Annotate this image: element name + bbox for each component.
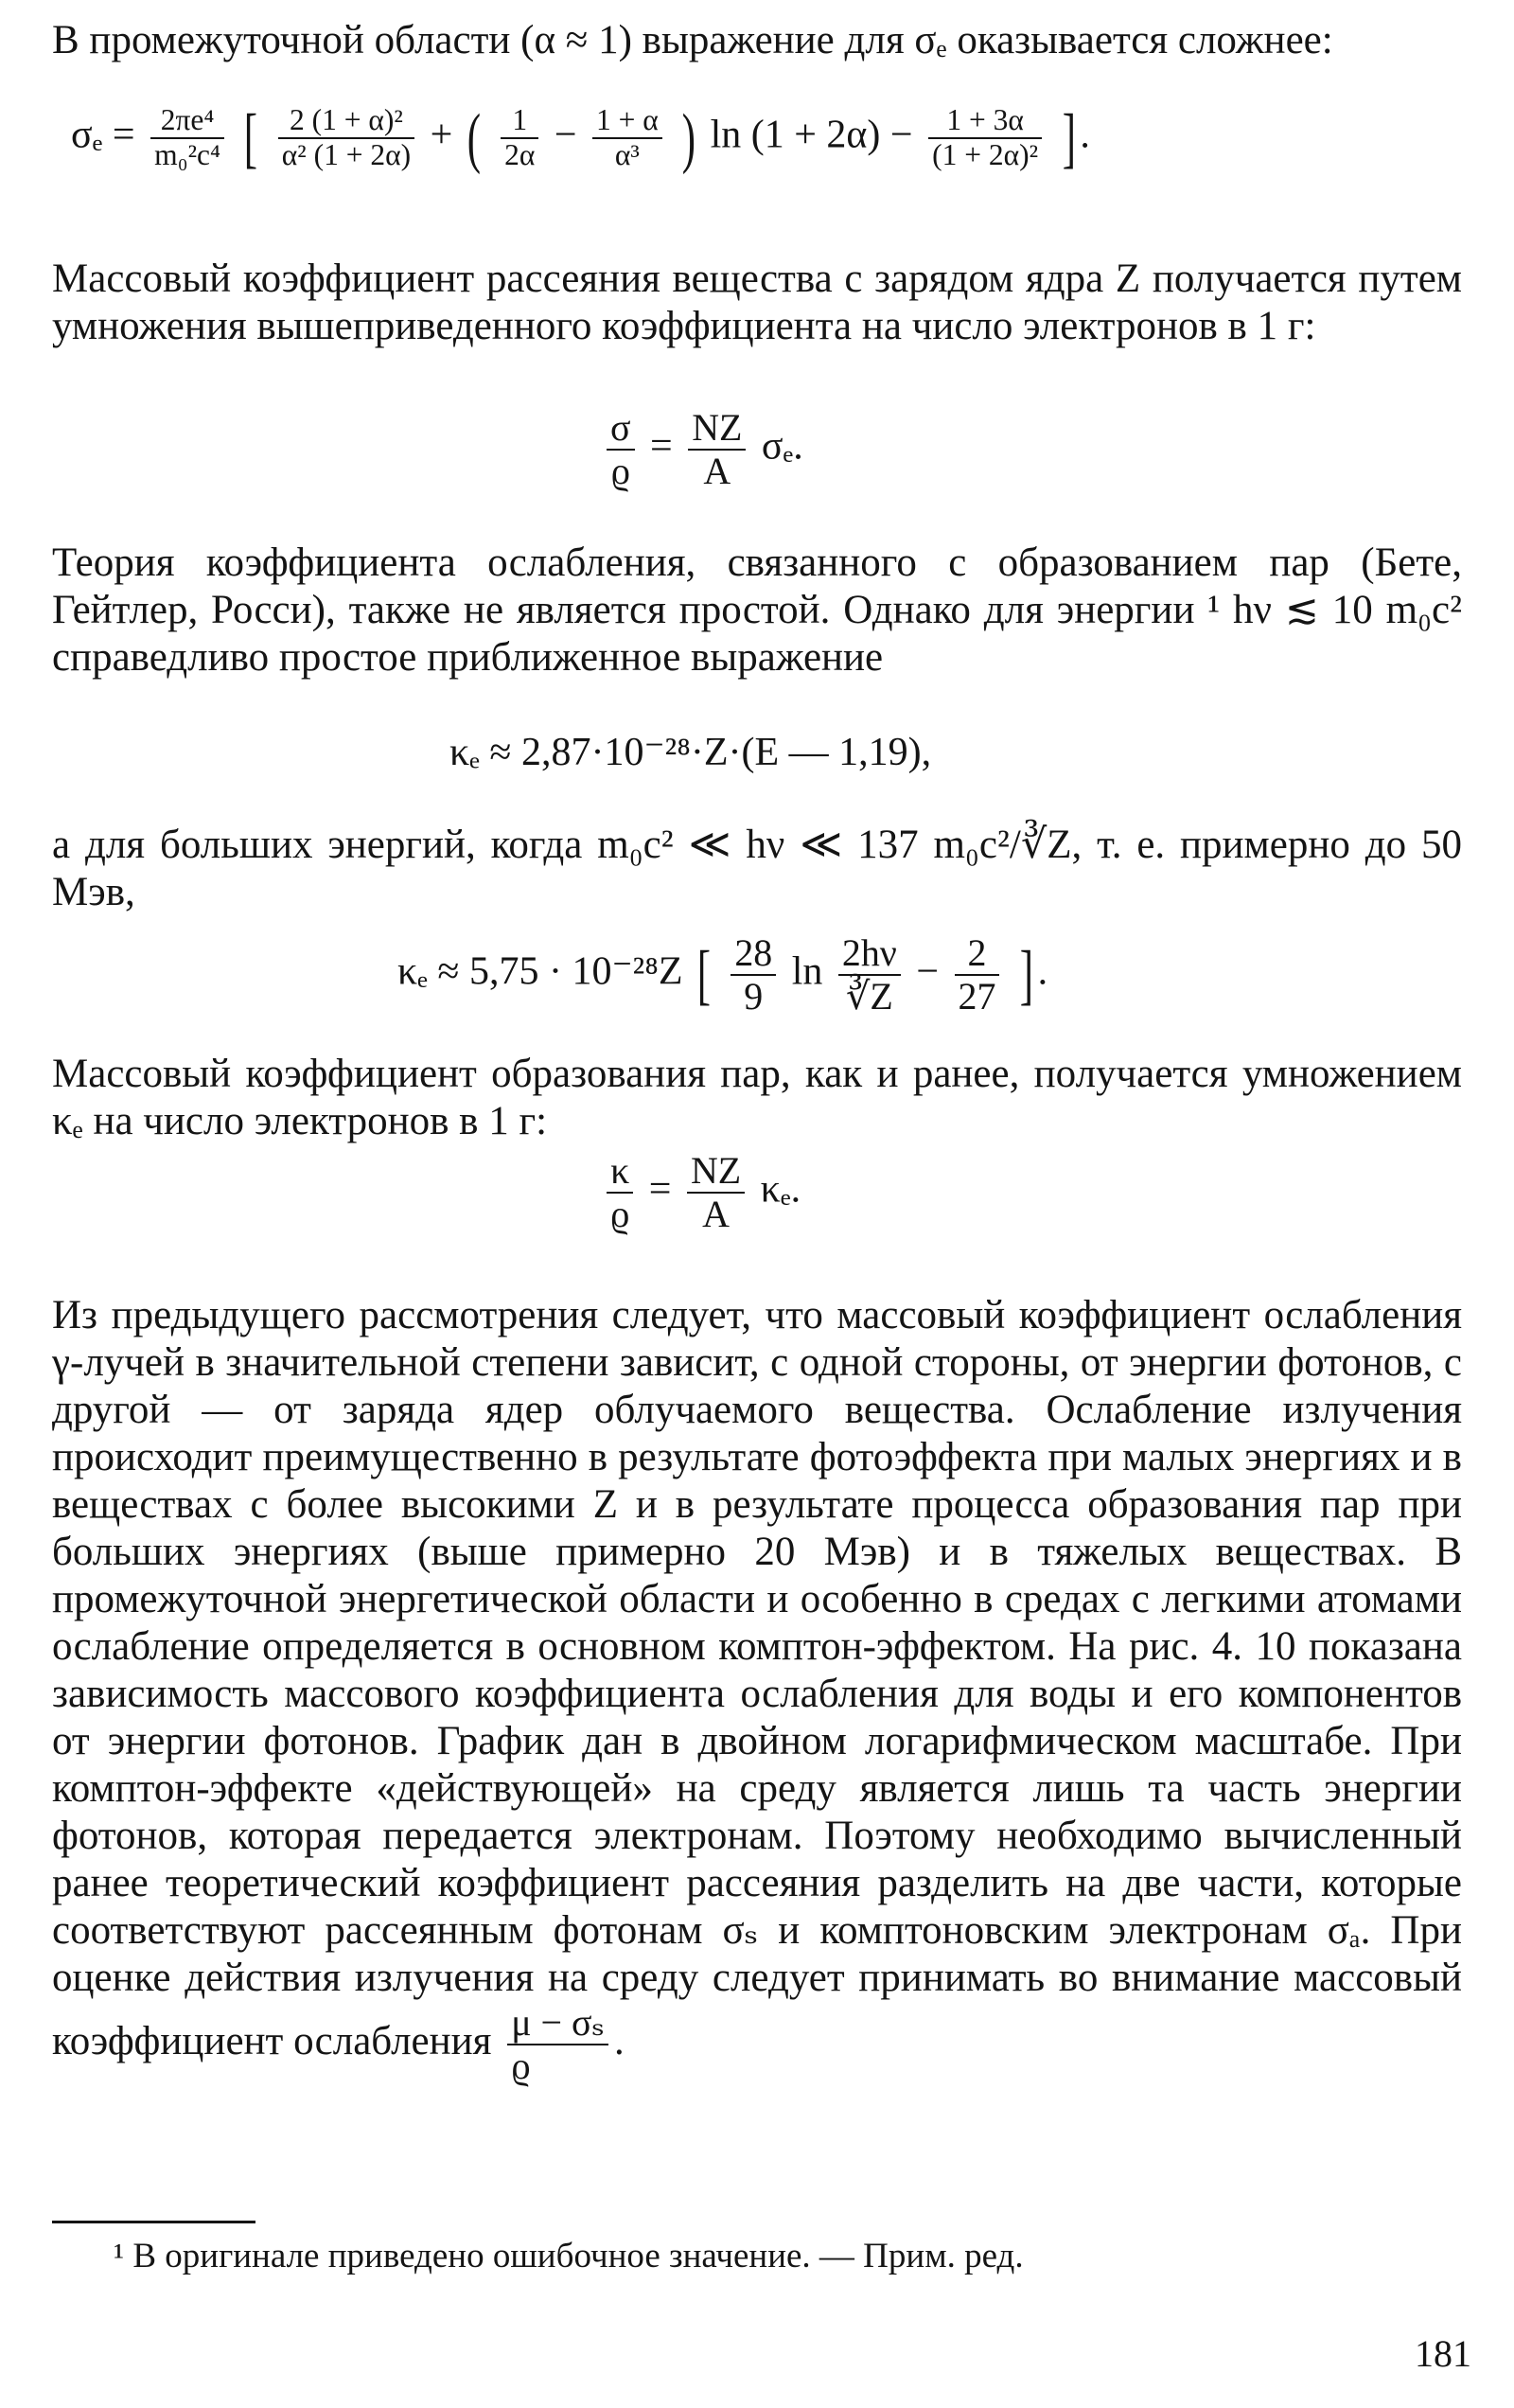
log-term: ln (1 + 2α) − [710, 113, 913, 157]
page-number: 181 [1415, 2332, 1471, 2375]
bracket-open: [ [696, 937, 712, 1013]
frac-num: μ − σₛ [507, 2002, 608, 2045]
paragraph-intro: В промежуточной области (α ≈ 1) выражение для σₑ оказывается сложнее: [52, 18, 1333, 62]
plus-sign: + [430, 113, 453, 157]
conclusion-text: Из предыдущего рассмотрения следует, что массовый коэффициент ослабления γ-лучей в значительной степени зависит, с одной стороны, от энергии фотонов, с другой — от заряда ядер облучаемого вещества. Ослабление излучения происходит преимущественно в результате фотоэффекта при малых энергиях и в веществах с более высокими Z и в результате процесса образования пар при больших энергиях (выше примерно 20 Мэв) и в тяжелых веществах. В промежуточной энергетической области и особенно в средах с легкими атомами ослабление определяется в основном комптон-эффектом. На рис. 4. 10 показана зависимость массового коэффициента ослабления для воды и его компонентов от энергии фотонов. График дан в двойном логарифмическом масштабе. При комптон-эффекте «действующей» на среду является лишь та часть энергии фотонов, которая передается электронам. Поэтому необходимо вычисленный ранее теоретический коэффициент рассеяния разделить на две части, которые соответствуют рассеянным фотонам σₛ и комптоновским электронам σₐ. При оценке действия излучения на среду следует принимать во внимание массовый коэффициент ослабления [52, 1293, 1462, 2063]
frac-den: ϱ [610, 449, 630, 492]
footnote-divider [52, 2221, 255, 2223]
term-c [928, 104, 1042, 171]
fraction-sigma-rho [607, 407, 635, 492]
equals-sign: = [650, 424, 673, 469]
formula-end: . [1037, 949, 1048, 994]
fraction-mu-sigma [507, 2002, 608, 2087]
term1-num: 2 (1 + α)² [278, 104, 414, 139]
fraction-kappa-rho [607, 1150, 633, 1235]
term-2-27 [955, 932, 1000, 1018]
formula-lhs: κₑ ≈ 5,75 · 10⁻²⁸Z [397, 949, 683, 994]
frac-den: ϱ [610, 1192, 630, 1235]
term-c-den: 27 [958, 974, 996, 1018]
formula-end: . [613, 2018, 625, 2063]
fraction-nz-a [688, 407, 746, 492]
bracket-close: ] [1019, 937, 1033, 1013]
paragraph-mass-scattering: Массовый коэффициент рассеяния вещества с зарядом ядра Z получается путем умножения вышеприведенного коэффициента на число электронов в 1 г: [52, 257, 1462, 348]
bracket-close: ] [1062, 100, 1076, 175]
term-c-num: 1 + 3α [928, 104, 1042, 139]
bracket-open: [ [244, 100, 258, 175]
prefactor-num: 2πe⁴ [150, 104, 224, 139]
frac2-den: A [703, 449, 731, 492]
frac2-num: NZ [688, 407, 746, 451]
paragraph-conclusion [52, 1292, 1462, 2087]
ln-term: ln [791, 949, 823, 994]
minus-sign: − [554, 113, 577, 157]
equals-sign: = [648, 1167, 672, 1212]
paragraph-mass-pair: Массовый коэффициент образования пар, как и ранее, получается умножением κₑ на число электронов в 1 г: [52, 1052, 1462, 1143]
term-a-den: 2α [504, 137, 536, 171]
frac-num: σ [607, 407, 635, 451]
term-b-num: 1 + α [592, 104, 662, 139]
term-a [501, 104, 538, 171]
term-b-num: 2hν [838, 932, 901, 976]
paragraph-high-energy: а для больших энергий, когда m₀c² ≪ hν ≪ 137 m₀c²/∛Z, т. е. примерно до 50 Мэв, [52, 823, 1462, 914]
minus-sign: − [916, 949, 939, 994]
formula-tail: σₑ. [761, 424, 803, 469]
formula-lhs: σₑ = [71, 113, 135, 157]
term-c-num: 2 [955, 932, 1000, 976]
frac-num: κ [607, 1150, 633, 1194]
formula-end: . [1080, 113, 1090, 157]
formula-kappa-low: κₑ ≈ 2,87·10⁻²⁸·Z·(E — 1,19), [449, 731, 932, 774]
paren-close: ) [682, 100, 696, 175]
term-a-den: 9 [744, 974, 764, 1018]
formula-mass-scattering [601, 407, 803, 492]
term-2hv [838, 932, 901, 1018]
term-b [592, 104, 662, 171]
formula-kappa-high [397, 932, 1047, 1018]
term1 [278, 104, 414, 171]
term1-den: α² (1 + 2α) [281, 137, 412, 171]
frac2-den: A [702, 1192, 730, 1235]
term-b-den: ∛Z [845, 974, 893, 1018]
prefactor [150, 104, 224, 171]
formula-sigma-e [71, 100, 1090, 175]
term-28-9 [731, 932, 776, 1018]
formula-mass-pair [601, 1150, 801, 1235]
paren-open: ( [467, 100, 481, 175]
footnote: ¹ В оригинале приведено ошибочное значение. — Прим. ред. [114, 2237, 1024, 2275]
term-a-num: 1 [501, 104, 538, 139]
fraction-nz-a [687, 1150, 745, 1235]
frac-den: ϱ [511, 2044, 531, 2087]
formula-tail: κₑ. [760, 1167, 801, 1212]
term-b-den: α³ [614, 137, 640, 171]
term-c-den: (1 + 2α)² [932, 137, 1039, 171]
frac2-num: NZ [687, 1150, 745, 1194]
term-a-num: 28 [731, 932, 776, 976]
paragraph-pair-theory: Теория коэффициента ослабления, связанного с образованием пар (Бете, Гейтлер, Росси), также не является простой. Однако для энергии ¹ hν ≲ 10 m₀c² справедливо простое приближенное выражение [52, 540, 1462, 680]
prefactor-den: m₀²c⁴ [154, 137, 220, 171]
